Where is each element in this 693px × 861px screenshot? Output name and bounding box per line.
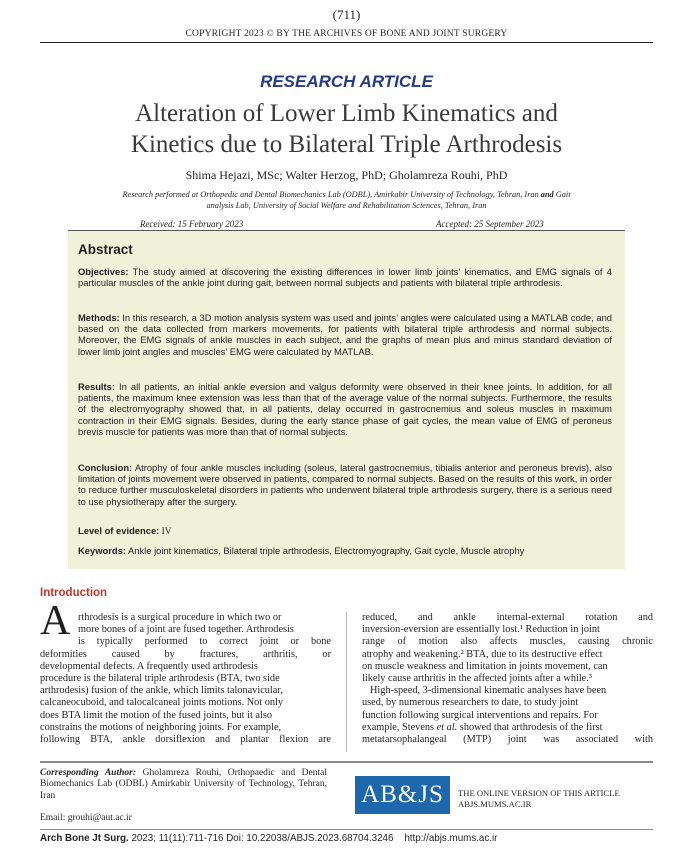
intro-line: reduced, and ankle internal-external rotation and bbox=[362, 612, 653, 623]
results-text: In all patients, an initial ankle eversion and valgus deformity were observed in their knee joints. In addition, for all patients, the maximum knee extension was less than that of the average value of the normal subjects. Furthermore, the results of the electromyography showed that, in all patients, delay occurred in gastrocnemius and soleus muscles in maximum contraction in their EMG signals. Besides, during the early stance phase of gait cycles, the mean value of EMG of peroneus brevis muscle for patients was more than that of normal subjects. bbox=[78, 381, 612, 437]
intro-left-col bbox=[40, 649, 331, 747]
intro-line: atrophy and weakening.² BTA, due to its destructive effect bbox=[362, 648, 603, 660]
abstract-heading: Abstract bbox=[78, 242, 133, 257]
intro-line: arthrodesis) fusion of the ankle, which limits talonavicular, bbox=[40, 685, 283, 697]
online-version-url[interactable]: ABJS.MUMS.AC.IR bbox=[458, 799, 532, 809]
affiliation-part: Research performed at Orthopedic and Dental Biomechanics Lab (ODBL), Amirkabir University of Technology, Tehran, Iran bbox=[122, 190, 541, 199]
article-type: RESEARCH ARTICLE bbox=[260, 72, 433, 91]
intro-line: calcaneocuboid, and talocalcaneal joints motions. Not only bbox=[40, 697, 284, 709]
title-line-2: Kinetics due to Bilateral Triple Arthrodesis bbox=[130, 131, 563, 158]
keywords-label: Keywords: bbox=[78, 545, 126, 556]
affiliation-line-2: analysis Lab, University of Social Welfare and Rehabilitation Sciences, Tehran, Iran bbox=[206, 200, 487, 210]
intro-line bbox=[362, 722, 653, 734]
intro-line: following BTA, ankle dorsiflexion and plantar flexion are bbox=[40, 734, 331, 746]
intro-left-col-top bbox=[78, 612, 331, 649]
intro-line: function following surgical interventions and repairs. For bbox=[362, 709, 598, 721]
copyright-line: COPYRIGHT 2023 © BY THE ARCHIVES OF BONE AND JOINT SURGERY bbox=[185, 29, 508, 39]
corresponding-label: Corresponding Author: bbox=[40, 768, 136, 778]
intro-line: range of motion also affects muscles, causing chronic bbox=[362, 636, 653, 648]
citation-details: 2023; 11(11):711-716 Doi: 10.22038/ABJS.2023.68704.3246 http://abjs.mums.ac.ir bbox=[128, 833, 498, 844]
accepted-date: Accepted: 25 September 2023 bbox=[436, 219, 544, 229]
citation-journal: Arch Bone Jt Surg. bbox=[40, 833, 129, 844]
corresponding-text: Gholamreza Rouhi, Orthopaedic and Dental Biomechanics Lab (ODBL) Amirkabir University of Technology, Tehran, Iran bbox=[40, 768, 327, 801]
keywords-text: Ankle joint kinematics, Bilateral triple arthrodesis, Electromyography, Gait cycle, Muscle atrophy bbox=[125, 545, 525, 556]
intro-line: on muscle weakness and limitation in joints movement, can bbox=[362, 660, 608, 672]
intro-line: developmental defects. A frequently used arthrodesis bbox=[40, 660, 258, 672]
level-label: Level of evidence: bbox=[78, 525, 160, 536]
intro-right-col bbox=[362, 612, 653, 746]
intro-line: likely cause arthritis in the affected joints after a while.³ bbox=[362, 673, 592, 685]
column-divider bbox=[346, 612, 347, 752]
received-date: Received: 15 February 2023 bbox=[140, 219, 244, 229]
abstract-conclusion bbox=[78, 462, 612, 507]
objectives-label: Objectives: bbox=[78, 266, 129, 277]
drop-cap: A bbox=[40, 598, 71, 644]
article-title bbox=[40, 98, 653, 160]
intro-line: High-speed, 3-dimensional kinematic analyses have been bbox=[370, 685, 607, 697]
author-list: Shima Hejazi, MSc; Walter Herzog, PhD; Gholamreza Rouhi, PhD bbox=[185, 168, 508, 182]
intro-line: procedure is the bilateral triple arthrodesis (BTA, two side bbox=[40, 673, 280, 684]
level-value: IV bbox=[159, 527, 172, 537]
abstract-results bbox=[78, 381, 612, 437]
affiliation-part: Gait bbox=[553, 190, 571, 199]
corresponding-author bbox=[40, 768, 327, 802]
results-label: Results: bbox=[78, 381, 115, 392]
intro-line: does BTA limit the motion of the fused joints, but it also bbox=[40, 709, 272, 721]
intro-line-italic: et al. bbox=[436, 721, 458, 733]
footer-rule-top bbox=[40, 761, 653, 763]
citation-line bbox=[40, 833, 497, 844]
abstract-objectives bbox=[78, 266, 612, 288]
intro-line: rthrodesis is a surgical procedure in which two or bbox=[78, 612, 282, 623]
intro-line: deformities caused by fractures, arthritis, or bbox=[40, 648, 331, 660]
header-rule bbox=[40, 42, 653, 43]
intro-line: metatarsophalangeal (MTP) joint was associated with bbox=[362, 734, 653, 746]
intro-line: inversion-eversion are essentially lost.¹ Reduction in joint bbox=[362, 624, 600, 636]
journal-logo: AB&JS bbox=[355, 776, 450, 814]
title-line-1: Alteration of Lower Limb Kinematics and bbox=[135, 100, 558, 127]
objectives-text: The study aimed at discovering the existing differences in lower limb joints' kinematics, and EMG signals of 4 particular muscles of the ankle joint during gait, between normal subjects and patients with bilateral triple arthrodesis. bbox=[78, 266, 612, 289]
methods-label: Methods: bbox=[78, 312, 120, 323]
affiliation bbox=[80, 190, 613, 211]
intro-line: constrains the motions of neighboring joints. For example, bbox=[40, 721, 282, 733]
conclusion-text: Atrophy of four ankle muscles including (soleus, lateral gastrocnemius, tibialis anterior and peroneus brevis), also limitation of joints movement were observed in patients, compared to normal subjects. Based on the results of this work, in order to reduce further musculoskeletal disorders in patients who underwent bilateral triple arthrodesis surgery, there is a serious need to use physiotherapy after the surgery. bbox=[78, 462, 612, 507]
level-of-evidence bbox=[78, 525, 612, 538]
intro-line: more bones of a joint are fused together. Arthrodesis bbox=[78, 624, 294, 636]
conclusion-label: Conclusion: bbox=[78, 462, 133, 473]
corresponding-email: Email: grouhi@aut.ac.ir bbox=[40, 813, 132, 823]
keywords bbox=[78, 545, 612, 556]
page-number: (711) bbox=[332, 7, 361, 22]
intro-line: used, by numerous researchers to date, to study joint bbox=[362, 697, 579, 709]
intro-line-part: example, Stevens bbox=[362, 721, 437, 733]
intro-line-part: showed that arthrodesis of the first bbox=[457, 721, 603, 733]
intro-line: is typically performed to correct joint or bone bbox=[78, 636, 331, 648]
methods-text: In this research, a 3D motion analysis system was used and joints’ angles were calculated using a MATLAB code, and based on the data collected from markers movements, for patients with bilateral triple arthrodesis and normal subjects. Moreover, the EMG signals of ankle muscles in each subject, and the graphs of mean plus and minus standard deviation of lower limb joint angles and muscles’ EMG were calculated by MATLAB. bbox=[78, 312, 612, 357]
online-version-label: THE ONLINE VERSION OF THIS ARTICLE bbox=[458, 788, 620, 798]
affiliation-and: and bbox=[540, 190, 554, 199]
footer-rule-bottom bbox=[40, 829, 653, 830]
introduction-heading: Introduction bbox=[40, 587, 108, 599]
abstract-methods bbox=[78, 312, 612, 357]
